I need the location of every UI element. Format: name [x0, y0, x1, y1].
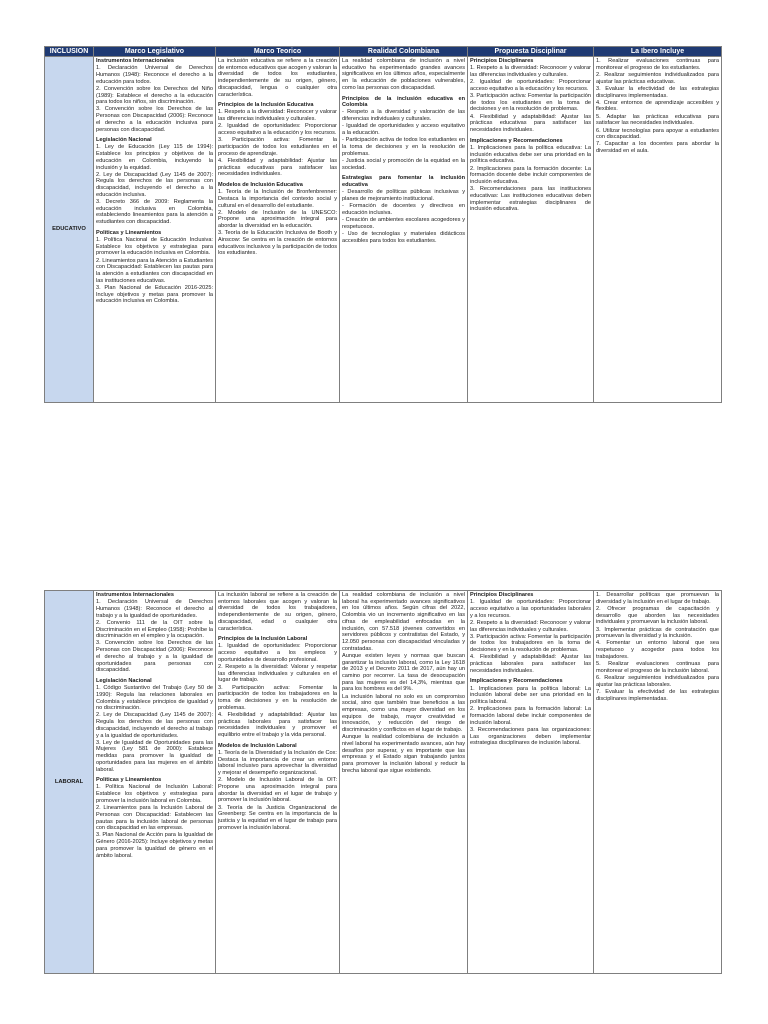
paragraph: 2. Convenio 111 de la OIT sobre la Discriminación en el Empleo (1958): Prohíbe la discriminación en el empleo y la ocupación.	[96, 619, 213, 640]
paragraph: - Participación activa de todos los estudiantes en la toma de decisiones y en la resolución de problemas.	[342, 137, 465, 157]
cell-realidad-colombiana	[340, 591, 468, 974]
paragraph: - Creación de ambientes escolares acogedores y respetuosos.	[342, 216, 465, 230]
paragraph: 3. Evaluar la efectividad de las estrategias disciplinares implementadas.	[596, 85, 719, 99]
cell-marco-teorico	[216, 57, 340, 403]
column-header-inclusion: INCLUSION	[45, 47, 94, 57]
paragraph: 3. Plan Nacional de Educación 2016-2025: Incluye objetivos y metas para promover la educación inclusiva en Colombia.	[96, 285, 213, 305]
paragraph: 3. Convención sobre los Derechos de las Personas con Discapacidad (2006): Reconoce el derecho a la educación inclusiva para personas con discapacidad.	[96, 106, 213, 133]
paragraph: 2. Igualdad de oportunidades: Proporcionar acceso equitativo a la educación y los recursos.	[470, 79, 591, 92]
paragraph: 2. Realizar seguimientos individualizados para ajustar las prácticas educativas.	[596, 71, 719, 85]
column-header-la-ibero-incluye: La Ibero Incluye	[594, 47, 722, 57]
section-heading: Modelos de Inclusión Laboral	[218, 742, 297, 749]
paragraph: 3. Recomendaciones para las instituciones educativas: Las instituciones educativas deben implementar estrategias disciplinares de inclusión educativa.	[470, 186, 591, 213]
table-educativo	[44, 46, 721, 403]
paragraph: 4. Crear entornos de aprendizaje accesibles y flexibles.	[596, 99, 719, 113]
paragraph: - Justicia social y promoción de la equidad en la sociedad.	[342, 157, 465, 171]
cell-marco-legislativo	[94, 591, 216, 974]
paragraph: 5. Realizar evaluaciones continuas para monitorear el progreso de la inclusión laboral.	[596, 661, 719, 674]
section-heading: Principios de la Inclusión Educativa	[218, 102, 314, 109]
paragraph: 6. Realizar seguimientos individualizados para ajustar las prácticas laborales.	[596, 674, 719, 688]
paragraph: 3. Participación activa: Fomentar la participación de todos los estudiantes en la toma de decisiones y en la resolución de problemas.	[470, 93, 591, 113]
paragraph: 1. Realizar evaluaciones continuas para monitorear el progreso de los estudiantes.	[596, 58, 719, 71]
paragraph: 3. Ley de Igualdad de Oportunidades para las Mujeres (Ley 581 de 2000): Establece medidas para promover la igualdad de oportunidades para las mujeres en el ámbito laboral.	[96, 739, 213, 773]
column-header-marco-legislativo: Marco Legislativo	[94, 47, 216, 57]
section-heading: Principios de la inclusión educativa en Colombia	[342, 95, 465, 109]
paragraph: - Formación de docentes y directivos en educación inclusiva.	[342, 203, 465, 216]
paragraph: 7. Capacitar a los docentes para abordar la diversidad en el aula.	[596, 141, 719, 155]
paragraph: 1. Teoría de la Inclusión de Bronfenbrenner: Destaca la importancia del contexto social y cultural en el desarrollo del estudiante.	[218, 189, 337, 209]
paragraph: La inclusión educativa se refiere a la creación de entornos educativos que acogen y valoran la diversidad de todos los estudiantes, independientemente de su origen, género, discapacidad, lengua o cualquier otra característica.	[218, 58, 337, 98]
section-heading: Políticas y Lineamientos	[96, 229, 162, 236]
paragraph: 1. Declaración Universal de Derechos Humanos (1948): Reconoce el derecho a la educación para todos.	[96, 65, 213, 85]
cell-la-ibero-incluye	[594, 57, 722, 403]
paragraph: 3. Teoría de la Educación Inclusiva de Booth y Ainscow: Se centra en la creación de entornos educativos inclusivos y la participación de todos los estudiantes.	[218, 230, 337, 257]
row-header-educativo: EDUCATIVO	[45, 57, 94, 403]
paragraph: 1. Igualdad de oportunidades: Proporcionar acceso equitativo a los empleos y oportunidades de desarrollo profesional.	[218, 643, 337, 663]
paragraph: 3. Teoría de la Justicia Organizacional de Greenberg: Se centra en la importancia de la justicia y la equidad en el lugar de trabajo para promover la inclusión laboral.	[218, 804, 337, 831]
paragraph: 3. Participación activa: Fomentar la participación de todos los trabajadores en la toma de decisiones y en la resolución de problemas.	[470, 633, 591, 654]
paragraph: La realidad colombiana de inclusión a nivel educativo ha experimentado grandes avances significativos en los últimos años, especialmente en la educación de poblaciones vulnerables, como las personas con discapacidad.	[342, 58, 465, 91]
cell-marco-teorico	[216, 591, 340, 974]
section-heading: Instrumentos Internacionales	[96, 58, 175, 64]
paragraph: 4. Flexibilidad y adaptabilidad: Ajustar las prácticas educativas para satisfacer las necesidades individuales.	[218, 157, 337, 178]
cell-marco-legislativo	[94, 57, 216, 403]
paragraph: 7. Evaluar la efectividad de las estrategias disciplinares implementadas.	[596, 688, 719, 702]
paragraph: Aunque la realidad colombiana de inclusión a nivel laboral ha experimentado avances, aún hay desafíos por superar, y es importante que las empresas y el Estado sigan trabajando juntos para promover la inclusión laboral y reducir la brecha laboral que sigue existiendo.	[342, 734, 465, 774]
section-heading: Implicaciones y Recomendaciones	[470, 137, 563, 144]
paragraph: Aunque existen leyes y normas que buscan garantizar la inclusión laboral, como la Ley 1618 de 2013 y el Decreto 2011 de 2017, aún hay un camino por recorrer. La tasa de desocupación para las mujeres es del 14,3%, mientras que para los hombres es del 9%.	[342, 652, 465, 693]
row-header-laboral: LABORAL	[45, 591, 94, 974]
paragraph: 1. Política Nacional de Educación Inclusiva: Establece los objetivos y estrategias para promover la educación inclusiva en Colombia.	[96, 237, 213, 257]
paragraph: 4. Flexibilidad y adaptabilidad: Ajustar las prácticas educativas para satisfacer las necesidades individuales.	[470, 113, 591, 134]
paragraph: 1. Teoría de la Diversidad y la Inclusión de Cox: Destaca la importancia de crear un entorno laboral inclusivo para aprovechar la diversidad y mejorar el desempeño organizacional.	[218, 749, 337, 777]
paragraph: 1. Implicaciones para la política educativa: La inclusión educativa debe ser una prioridad en la política educativa.	[470, 144, 591, 165]
paragraph: 1. Respeto a la diversidad: Reconocer y valorar las diferencias individuales y culturales.	[218, 109, 337, 123]
paragraph: 2. Convención sobre los Derechos del Niño (1989): Establece el derecho a la educación para todos los niños, sin discriminación.	[96, 85, 213, 106]
section-heading: Legislación Nacional	[96, 677, 152, 684]
paragraph: 2. Respeto a la diversidad: Reconocer y valorar las diferencias individuales y culturales.	[470, 619, 591, 633]
column-header-marco-teorico: Marco Teorico	[216, 47, 340, 57]
paragraph: - Igualdad de oportunidades y acceso equitativo a la educación.	[342, 123, 465, 137]
paragraph: 1. Código Sustantivo del Trabajo (Ley 50 de 1990): Regula las relaciones laborales en Colombia y establece principios de igualdad y no discriminación.	[96, 685, 213, 712]
paragraph: 3. Convención sobre los Derechos de las Personas con Discapacidad (2006): Reconoce el derecho al trabajo y a la igualdad de oportunidades para personas con discapacidad.	[96, 640, 213, 674]
paragraph: La realidad colombiana de inclusión a nivel laboral ha experimentado avances significativos en los últimos años. Según cifras del 2022, Colombia vio un incremento significativo en las cifras de empleabilidad enfocadas en la inclusión, con 57.518 jóvenes convertidos en servidores públicos y contratistas del Estado, y 12.050 personas con discapacidad vinculadas y contratadas.	[342, 592, 465, 652]
paragraph: 6. Utilizar tecnologías para apoyar a estudiantes con discapacidad.	[596, 127, 719, 141]
paragraph: - Uso de tecnologías y materiales didácticos accesibles para todos los estudiantes.	[342, 230, 465, 244]
paragraph: 2. Respeto a la diversidad: Valorar y respetar las diferencias individuales y culturales en el lugar de trabajo.	[218, 664, 337, 684]
paragraph: 2. Ofrecer programas de capacitación y desarrollo que aborden las necesidades individuales y promuevan la inclusión laboral.	[596, 605, 719, 626]
paragraph: 2. Ley de Discapacidad (Ley 1145 de 2007): Regula los derechos de las personas con discapacidad, incluyendo el derecho a la educación inclusiva.	[96, 171, 213, 198]
paragraph: 1. Declaración Universal de Derechos Humanos (1948): Reconoce el derecho al trabajo y a la igualdad de oportunidades.	[96, 599, 213, 619]
paragraph: 1. Respeto a la diversidad: Reconocer y valorar las diferencias individuales y culturales.	[470, 65, 591, 78]
header-row	[45, 47, 722, 57]
paragraph: 1. Desarrollar políticas que promuevan la diversidad y la inclusión en el lugar de trabajo.	[596, 592, 719, 605]
paragraph: 5. Adaptar las prácticas educativas para satisfacer las necesidades individuales.	[596, 113, 719, 127]
paragraph: - Desarrollo de políticas públicas inclusivas y planes de mejoramiento institucional.	[342, 189, 465, 202]
section-heading: Políticas y Lineamientos	[96, 777, 162, 784]
paragraph: 1. Ley de Educación (Ley 115 de 1994): Establece los principios y objetivos de la educación en Colombia, incluyendo la inclusión y la equidad.	[96, 144, 213, 171]
table-laboral	[44, 590, 721, 974]
paragraph: 3. Implementar prácticas de contratación que promuevan la diversidad y la inclusión.	[596, 626, 719, 640]
column-header-realidad-colombiana: Realidad Colombiana	[340, 47, 468, 57]
section-heading: Modelos de Inclusión Educativa	[218, 181, 303, 188]
paragraph: 1. Implicaciones para la política laboral: La inclusión laboral debe ser una prioridad en la política laboral.	[470, 685, 591, 706]
paragraph: La inclusión laboral se refiere a la creación de entornos laborales que acogen y valoran la diversidad de todos los trabajadores, independientemente de su origen, género, discapacidad, edad o cualquier otra característica.	[218, 592, 337, 632]
section-heading: Principios de la Inclusión Laboral	[218, 636, 308, 643]
paragraph: 3. Plan Nacional de Acción para la Igualdad de Género (2016-2025): Incluye objetivos y metas para promover la igualdad de género en el ámbito laboral.	[96, 832, 213, 859]
paragraph: 4. Flexibilidad y adaptabilidad: Ajustar las prácticas laborales para satisfacer las necesidades individuales.	[470, 654, 591, 674]
paragraph: La inclusión laboral no solo es un compromiso social, sino que también trae beneficios a las empresas, como una mayor diversidad en los equipos de trabajo, mayor creatividad e innovación, y reducción del riesgo de discriminación y conflictos en el lugar de trabajo.	[342, 693, 465, 734]
section-heading: Instrumentos Internacionales	[96, 592, 175, 598]
paragraph: 2. Lineamientos para la Atención a Estudiantes con Discapacidad: Establecen las pautas para la atención a estudiantes con discapacidad en las instituciones educativas.	[96, 257, 213, 284]
cell-la-ibero-incluye	[594, 591, 722, 974]
paragraph: 2. Implicaciones para la formación docente: La formación docente debe incluir componentes de inclusión educativa.	[470, 165, 591, 185]
paragraph: 3. Recomendaciones para las organizaciones: Las organizaciones deben implementar estrategias disciplinares de inclusión laboral.	[470, 726, 591, 747]
section-heading: Legislación Nacional	[96, 137, 152, 144]
paragraph: 3. Participación activa: Fomentar la participación de todos los estudiantes en el proceso de aprendizaje.	[218, 137, 337, 157]
section-heading: Principios Disciplinares	[470, 58, 534, 64]
column-header-propuesta-disciplinar: Propuesta Disciplinar	[468, 47, 594, 57]
paragraph: 1. Política Nacional de Inclusión Laboral: Establece los objetivos y estrategias para promover la inclusión laboral en Colombia.	[96, 784, 213, 804]
paragraph: 2. Ley de Discapacidad (Ley 1145 de 2007): Regula los derechos de las personas con discapacidad, incluyendo el derecho al trabajo y a la igualdad de oportunidades.	[96, 712, 213, 739]
paragraph: 3. Decreto 366 de 2009: Reglamenta la educación inclusiva en Colombia, estableciendo lineamientos para la atención a estudiantes con discapacidad.	[96, 199, 213, 226]
table-row	[45, 57, 722, 403]
paragraph: 3. Participación activa: Fomentar la participación de todos los trabajadores en la toma de decisiones y en la resolución de problemas.	[218, 684, 337, 711]
paragraph: 2. Lineamientos para la Inclusión Laboral de Personas con Discapacidad: Establecen las pautas para la inclusión laboral de personas con discapacidad en las empresas.	[96, 805, 213, 832]
paragraph: 2. Implicaciones para la formación laboral: La formación laboral debe incluir componentes de inclusión laboral.	[470, 706, 591, 726]
cell-realidad-colombiana	[340, 57, 468, 403]
cell-propuesta-disciplinar	[468, 57, 594, 403]
paragraph: 4. Fomentar un entorno laboral que sea respetuoso y acogedor para todos los trabajadores.	[596, 640, 719, 660]
table-row	[45, 591, 722, 974]
paragraph: 4. Flexibilidad y adaptabilidad: Ajustar las prácticas laborales para satisfacer las necesidades individuales y promover el equilibrio entre el trabajo y la vida personal.	[218, 711, 337, 739]
paragraph: 2. Modelo de Inclusión Laboral de la OIT: Propone una aproximación integral para abordar la diversidad en el lugar de trabajo y promover la inclusión laboral.	[218, 777, 337, 804]
section-heading: Implicaciones y Recomendaciones	[470, 678, 563, 685]
cell-propuesta-disciplinar	[468, 591, 594, 974]
paragraph: 2. Igualdad de oportunidades: Proporcionar acceso equitativo a la educación y los recursos.	[218, 123, 337, 137]
section-heading: Estrategias para fomentar la inclusión educativa	[342, 175, 465, 188]
paragraph: 2. Modelo de Inclusión de la UNESCO: Propone una aproximación integral para abordar la diversidad en la educación.	[218, 209, 337, 230]
paragraph: - Respeto a la diversidad y valoración de las diferencias individuales y culturales.	[342, 109, 465, 123]
section-heading: Principios Disciplinares	[470, 592, 534, 598]
paragraph: 1. Igualdad de oportunidades: Proporcionar acceso equitativo a las oportunidades laborales y a los recursos.	[470, 599, 591, 619]
